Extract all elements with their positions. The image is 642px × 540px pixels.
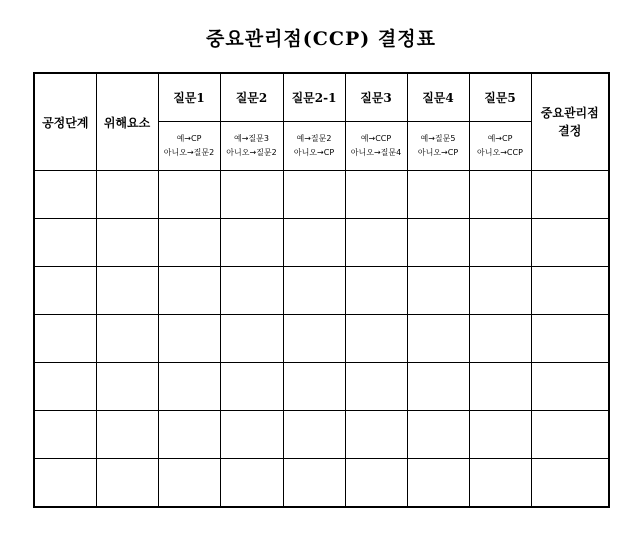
question-5-yes: 예→CP: [487, 134, 513, 143]
question-1-yes: 예→CP: [176, 134, 202, 143]
question-5-no: 아니오→CCP: [477, 148, 523, 157]
table-cell[interactable]: [407, 459, 469, 508]
table-row: [34, 267, 609, 315]
table-cell[interactable]: [34, 363, 96, 411]
table-cell[interactable]: [220, 459, 283, 508]
table-cell[interactable]: [158, 267, 220, 315]
table-cell[interactable]: [345, 459, 407, 508]
table-cell[interactable]: [96, 219, 158, 267]
table-cell[interactable]: [345, 411, 407, 459]
question-2-1-guide: [283, 122, 345, 171]
table-cell[interactable]: [407, 171, 469, 219]
table-cell[interactable]: [283, 363, 345, 411]
table-cell[interactable]: [531, 267, 609, 315]
table-cell[interactable]: [283, 219, 345, 267]
table-cell[interactable]: [96, 363, 158, 411]
question-2-guide: [220, 122, 283, 171]
header-ccp-decision: [531, 73, 609, 171]
table-cell[interactable]: [34, 315, 96, 363]
table-cell[interactable]: [469, 267, 531, 315]
table-cell[interactable]: [96, 459, 158, 508]
table-cell[interactable]: [34, 411, 96, 459]
table-cell[interactable]: [283, 411, 345, 459]
question-3-guide: [345, 122, 407, 171]
header-stage: 공정단계: [34, 73, 96, 171]
table-cell[interactable]: [407, 315, 469, 363]
document-title: 중요관리점(CCP) 결정표: [206, 28, 436, 50]
table-cell[interactable]: [34, 219, 96, 267]
question-4-yes: 예→질문5: [420, 134, 456, 143]
table-cell[interactable]: [158, 411, 220, 459]
table-cell[interactable]: [407, 219, 469, 267]
question-2-no: 아니오→질문2: [226, 148, 277, 157]
table-cell[interactable]: [283, 459, 345, 508]
table-cell[interactable]: [158, 315, 220, 363]
table-cell[interactable]: [531, 171, 609, 219]
table-row: [34, 459, 609, 508]
question-2-yes: 예→질문3: [234, 134, 269, 143]
table-cell[interactable]: [158, 363, 220, 411]
table-cell[interactable]: [345, 171, 407, 219]
table-cell[interactable]: [531, 363, 609, 411]
table-cell[interactable]: [407, 411, 469, 459]
table-row: [34, 363, 609, 411]
table-cell[interactable]: [345, 363, 407, 411]
table-cell[interactable]: [407, 363, 469, 411]
table-row: [34, 411, 609, 459]
table-cell[interactable]: [220, 363, 283, 411]
table-cell[interactable]: [345, 315, 407, 363]
table-cell[interactable]: [220, 267, 283, 315]
question-1-guide: [158, 122, 220, 171]
table-cell[interactable]: [531, 315, 609, 363]
table-cell[interactable]: [469, 171, 531, 219]
table-cell[interactable]: [96, 171, 158, 219]
question-5-guide: [469, 122, 531, 171]
header-question-4: 질문4: [407, 73, 469, 122]
table-cell[interactable]: [34, 459, 96, 508]
table-cell[interactable]: [283, 267, 345, 315]
table-cell[interactable]: [220, 411, 283, 459]
header-ccp-decision-line1: 중요관리점: [540, 106, 599, 120]
header-hazard: 위해요소: [96, 73, 158, 171]
table-cell[interactable]: [469, 363, 531, 411]
question-3-yes: 예→CCP: [360, 134, 392, 143]
table-cell[interactable]: [469, 219, 531, 267]
table-cell[interactable]: [283, 171, 345, 219]
question-3-no: 아니오→질문4: [350, 148, 402, 157]
table-cell[interactable]: [407, 267, 469, 315]
header-question-3: 질문3: [345, 73, 407, 122]
question-4-guide: [407, 122, 469, 171]
table-cell[interactable]: [469, 459, 531, 508]
table-cell[interactable]: [96, 411, 158, 459]
table-cell[interactable]: [469, 411, 531, 459]
table-cell[interactable]: [96, 267, 158, 315]
table-cell[interactable]: [469, 315, 531, 363]
header-question-2: 질문2: [220, 73, 283, 122]
header-ccp-decision-line2: 결정: [558, 124, 582, 138]
table-cell[interactable]: [96, 315, 158, 363]
table-cell[interactable]: [283, 315, 345, 363]
table-cell[interactable]: [220, 219, 283, 267]
table-row: [34, 219, 609, 267]
table-cell[interactable]: [531, 459, 609, 508]
table-cell[interactable]: [158, 459, 220, 508]
table-cell[interactable]: [531, 411, 609, 459]
table-cell[interactable]: [345, 219, 407, 267]
question-2-1-no: 아니오→CP: [293, 148, 335, 157]
table-row: [34, 171, 609, 219]
table-cell[interactable]: [158, 171, 220, 219]
table-cell[interactable]: [220, 171, 283, 219]
table-row: [34, 315, 609, 363]
header-question-5: 질문5: [469, 73, 531, 122]
ccp-decision-table: [33, 72, 610, 508]
table-cell[interactable]: [158, 219, 220, 267]
table-cell[interactable]: [34, 171, 96, 219]
question-4-no: 아니오→CP: [417, 148, 459, 157]
table-cell[interactable]: [531, 219, 609, 267]
table-cell[interactable]: [220, 315, 283, 363]
header-question-2-1: 질문2-1: [283, 73, 345, 122]
header-question-1: 질문1: [158, 73, 220, 122]
table-cell[interactable]: [345, 267, 407, 315]
question-2-1-yes: 예→질문2: [296, 134, 332, 143]
question-1-no: 아니오→질문2: [163, 148, 215, 157]
table-cell[interactable]: [34, 267, 96, 315]
